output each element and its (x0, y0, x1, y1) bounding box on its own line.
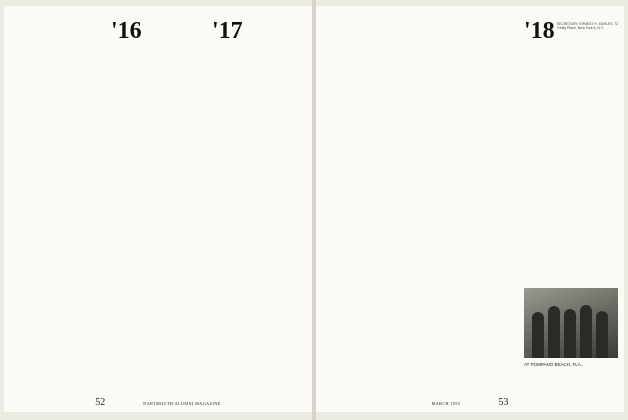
photo-figure (548, 306, 560, 358)
class-notes-text (212, 45, 306, 49)
running-head: DARTMOUTH ALUMNI MAGAZINE (143, 401, 221, 406)
page-number: 52 (95, 397, 106, 408)
class-notes-text (111, 45, 205, 49)
class-number: '16 (111, 18, 142, 44)
photo-figure (564, 309, 576, 358)
class-secretary: SECRETARY, ERNEST H. EARLEY, 72 Trinity Place, New York 6, N.Y. (556, 22, 619, 31)
photo-figure (532, 312, 544, 358)
left-column-2 (111, 14, 205, 49)
photo-caption: AT POMPANO BEACH, FLA., (524, 362, 584, 367)
class-notes-text (322, 14, 416, 18)
group-photo (524, 288, 618, 358)
right-page (316, 6, 624, 412)
right-column-3 (524, 14, 618, 49)
page-number: 53 (498, 397, 509, 408)
class-heading (524, 20, 618, 42)
left-page (4, 6, 312, 412)
left-column-3 (212, 14, 306, 49)
photo-figure (596, 311, 608, 358)
class-notes-text (524, 45, 618, 49)
right-column-1 (322, 14, 416, 18)
class-notes-text (423, 14, 517, 18)
class-number: '18 (524, 18, 555, 44)
class-notes-text (10, 14, 104, 18)
right-folio (324, 397, 616, 408)
left-folio (12, 397, 304, 408)
right-column-2 (423, 14, 517, 18)
left-column-1 (10, 14, 104, 18)
class-number: '17 (212, 18, 243, 44)
class-heading (111, 20, 205, 42)
running-head: MARCH 1955 (431, 401, 461, 406)
class-heading (212, 20, 306, 42)
photo-figure (580, 305, 592, 358)
